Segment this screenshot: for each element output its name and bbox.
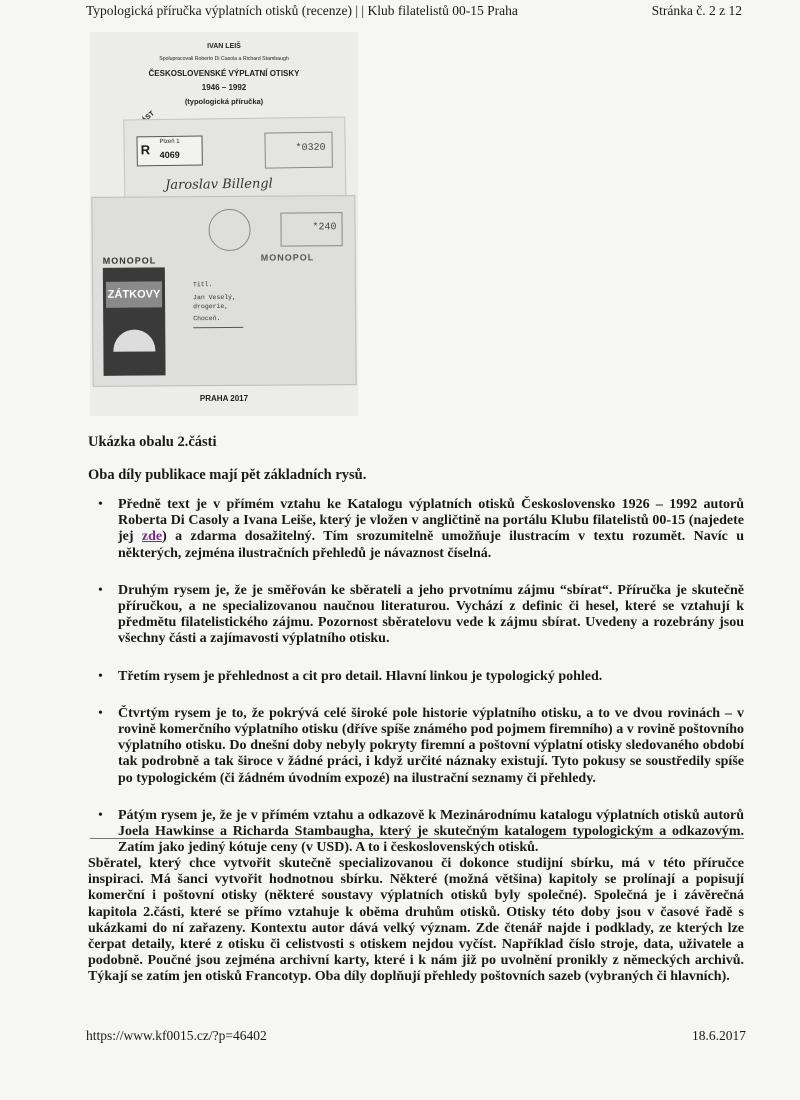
intro-sentence: Oba díly publikace mají pět základních rysů. [88, 467, 367, 483]
address-line-1: Titl. [192, 281, 213, 289]
registration-label [136, 135, 202, 166]
monopol-envelope [91, 195, 356, 387]
zde-link[interactable]: zde [141, 529, 163, 545]
closing-paragraph: Sběratel, který chce vytvořit skutečně specializovanou či dokonce studijní sbírku, má v této příručce inspiraci. Má šanci vytvořit hodnotnou sbírku. Některé (možná většina) kapitoly se prolínají a popisují komerční i poštovní otisky (některé soustavy výplatních otisků byly společné). Společná je i závěrečná kapitola 2.části, které se přímo vztahuje k oběma druhům otisků. Otisky této doby jsou v časové řadě s ukázkami do ní zařazeny. Kontextu autor dává velký význam. Zde čtenář najde i podklady, ze kterých lze čerpat detaily, které z otisku či celistvosti s otiskem nejdou vyčíst. Například číslo stroje, data, uživatele a podobně. Poučné jsou zejména archivní karty, které i k nám již po uvolnění pronikly z německých archivů. Týkají se zatím jen otisků Francotyp. Oba díly doplňují přehledy poštovních sazeb (vybraných či hlavních). [88, 856, 744, 985]
list-item [98, 497, 744, 562]
bullet-5-text: Pátým rysem je, že je v přímém vztahu a odkazově k Mezinárodnímu katalogu výplatních otisků autorů Joela Hawkinse a Richarda Stambaugha, který je skutečným katalogem typologickým a odkazovým. Zatím jako jediný kótuje ceny (v USD). A to i československých otisků. [118, 807, 744, 856]
brand-mark-box: MONOPOL [102, 255, 157, 266]
divider [90, 838, 744, 839]
meter-value-2: *240 [312, 222, 337, 234]
meter-stamp-2 [280, 212, 342, 246]
cover-author: IVAN LEIŠ [207, 43, 241, 50]
handwritten-address: Jaroslav Billengl [165, 176, 273, 193]
footer-url: https://www.kf0015.cz/?p=46402 [86, 1028, 267, 1043]
list-item [98, 706, 744, 787]
list-item [98, 808, 744, 857]
postmark-circle [208, 209, 250, 251]
product-name: ZÁTKOVY [106, 281, 162, 307]
cover-city-year: PRAHA 2017 [199, 394, 249, 403]
meter-stamp [264, 132, 332, 169]
bullet-1-text-start: Předně text je v přímém vztahu ke Katalogu výplatních otisků Československo 1926 – 1992 autorů Roberta Di Casoly a Ivana Leiše, který je vložen v angličtině na portálu Klubu filatelistů 00-15 (najedete jej [118, 497, 744, 545]
cover-main-title: ČESKOSLOVENSKÉ VÝPLATNÍ OTISKY [148, 69, 300, 78]
bullet-2-text: Druhým rysem je, že je směřován ke sběrateli a jeho prvotnímu zájmu “sbírat“. Příručka je skutečně příručkou, a ne specializovanou naučnou literaturou. Vychází z definic či hesel, které se vztahují k předmětu filatelistického zájmu. Pozornost sběratelovu vede k zájmu sbírat. Uvedeny a rozebrány jsou všechny části a zajímavosti výplatního otisku. [118, 582, 744, 647]
meter-value: *0320 [295, 142, 326, 155]
address-line-3: drogerie, [193, 302, 229, 311]
registration-number: 4069 [159, 149, 180, 161]
brand-mark: MONOPOL [260, 252, 315, 263]
footer-date: 18.6.2017 [692, 1028, 746, 1043]
bullet-4-text: Čtvrtým rysem je to, že pokrývá celé široké pole historie výplatního otisku, a to ve dvou rovinách – v rovině komerčního výplatního otisku (dříve spíše známého pod pojmem firemního) a v rovině poštovního výplatního otisku. Do dnešní doby nebyly pokryty firemní a poštovní výplatní otisky sledovaného období tak podrobně a tak široce v žádné práci, i když určité náznaky existují. Tyto pokusy se soustředily spíše po typologickém (či žádném úvodním expozé) na ilustrační seznamy či přehledy. [118, 705, 744, 786]
cover-cooperation: Spolupracovali Roberto Di Casola a Richard Stambaugh [159, 56, 289, 62]
registration-letter: R [140, 142, 151, 158]
feature-list [98, 497, 744, 877]
bullet-3-text: Třetím rysem je přehlednost a cit pro detail. Hlavní linkou je typologický pohled. [118, 668, 603, 684]
product-package [103, 267, 166, 375]
list-item [98, 669, 744, 685]
address-line-4: Choceň. [193, 315, 221, 323]
cover-subtitle: (typologická příručka) [184, 97, 264, 106]
cover-years: 1946 – 1992 [201, 83, 247, 92]
list-item [98, 583, 744, 648]
image-caption: Ukázka obalu 2.části [88, 434, 217, 450]
header-title: Typologická příručka výplatních otisků (recenze) | | Klub filatelistů 00-15 Praha [86, 3, 518, 18]
address-underline [193, 327, 243, 328]
bullet-1-text-end: ) a zdarma dosažitelný. Tím srozumitelně umožňuje ilustracím v textu rozumět. Navíc u některých, zejména ilustračních přehledů je návaznost číselná. [118, 529, 744, 561]
address-line-2: Jan Veselý, [193, 293, 236, 302]
page-number: Stránka č. 2 z 12 [651, 3, 742, 18]
book-cover-image [90, 32, 358, 416]
registration-city: Plzeň 1 [159, 138, 180, 146]
sun-emblem [113, 329, 155, 351]
